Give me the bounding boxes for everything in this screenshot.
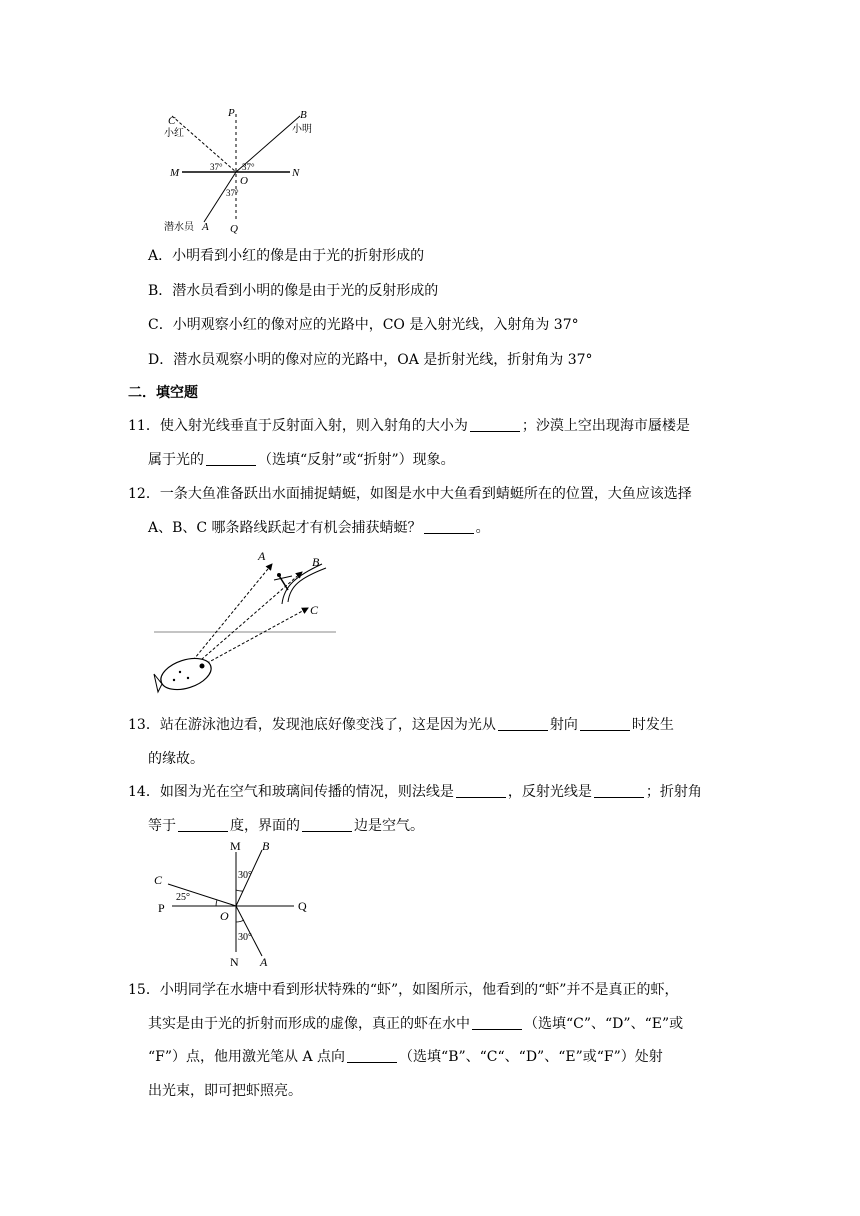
dragonfly-trail-2: [282, 564, 322, 604]
q13-text-b: 射向: [549, 717, 578, 733]
label-N: N: [230, 955, 239, 969]
q13-text-a: 13．站在游泳池边看，发现池底好像变浅了，这是因为光从: [128, 717, 496, 733]
ray-CO: [172, 116, 236, 172]
q11-text-a: 11．使入射光线垂直于反射面入射，则入射角的大小为: [128, 418, 468, 434]
angle-arc-top: [236, 890, 243, 891]
label-angle-left: 37°: [210, 162, 223, 172]
answer-blank: [580, 716, 630, 731]
label-A: A: [260, 955, 268, 969]
path-A: [190, 564, 272, 664]
label-O: O: [220, 909, 229, 923]
answer-blank: [178, 817, 228, 832]
q11-text-c: 属于光的: [148, 452, 204, 468]
q13-text-c: 时发生: [631, 717, 674, 733]
section-title: 二．填空题: [128, 385, 198, 401]
label-M: M: [230, 839, 241, 853]
dragonfly-trail: [288, 568, 326, 602]
label-angle-top: 30°: [238, 870, 252, 881]
q12-line1: 12．一条大鱼准备跃出水面捕捉蜻蜓，如图是水中大鱼看到蜻蜓所在的位置，大鱼应该选择: [128, 486, 692, 502]
q14-text-d: 等于: [148, 818, 176, 834]
q15-text-c: “F”）点，他用激光笔从 A 点向: [148, 1049, 346, 1065]
q13-line2: 的缘故。: [148, 751, 204, 767]
label-B: B: [312, 555, 320, 569]
refraction-diagram-q14: [148, 838, 328, 972]
label-P: P: [228, 107, 235, 119]
label-O: O: [240, 175, 248, 187]
option-d: D．潜水员观察小明的像对应的光路中，OA 是折射光线，折射角为 37°: [148, 352, 593, 368]
angle-arc-bottom: [236, 920, 244, 922]
label-B: B: [262, 839, 270, 853]
answer-blank: [594, 783, 644, 798]
answer-blank: [347, 1048, 397, 1063]
label-xiaohong: 小红: [164, 128, 184, 139]
answer-blank: [498, 716, 548, 731]
option-c: C．小明观察小红的像对应的光路中，CO 是入射光线，入射角为 37°: [148, 317, 579, 333]
label-M: M: [170, 167, 180, 179]
label-A: A: [258, 549, 266, 563]
option-b: B．潜水员看到小明的像是由于光的反射形成的: [148, 283, 439, 299]
label-diver: 潜水员: [164, 222, 194, 233]
q11-text-b: ；沙漠上空出现海市蜃楼是: [521, 418, 690, 434]
ray-OA: [236, 906, 262, 956]
label-A: A: [202, 221, 209, 233]
fish: [154, 653, 215, 696]
label-Q: Q: [298, 899, 307, 913]
label-xiaoming: 小明: [292, 124, 312, 135]
q14-text-b: ，反射光线是: [507, 784, 592, 800]
q15-line4: 出光束，即可把虾照亮。: [148, 1083, 302, 1099]
q15-text-b: （选填“C”、“D”、“E”或: [524, 1016, 684, 1032]
q15-text-d: （选填“B”、“C“、“D”、“E”或“F”）处射: [399, 1049, 663, 1065]
label-P: P: [158, 901, 165, 915]
q11-line1: [128, 416, 690, 436]
angle-arc-left: [216, 900, 217, 906]
q14-text-e: 度，界面的: [230, 818, 300, 834]
q14-text-f: 边是空气。: [354, 818, 424, 834]
q12-text-a: A、B、C 哪条路线跃起才有机会捕获蜻蜓？: [148, 520, 422, 536]
q11-line2: [148, 450, 455, 470]
q11-text-d: （选填“反射”或“折射”）现象。: [258, 452, 455, 468]
label-C: C: [310, 603, 319, 617]
answer-blank: [470, 417, 520, 432]
label-B: B: [300, 109, 307, 121]
light-path-diagram-q10: [160, 104, 360, 238]
answer-blank: [456, 783, 506, 798]
q14-line1: [128, 782, 702, 802]
q15-line3: [148, 1047, 663, 1067]
label-angle-left: 25°: [176, 892, 190, 903]
q15-line1: 15．小明同学在水塘中看到形状特殊的“虾”，如图所示，他看到的“虾”并不是真正的虾，: [128, 982, 679, 998]
option-a: A．小明看到小红的像是由于光的折射形成的: [148, 248, 425, 264]
label-angle-right: 37°: [242, 162, 255, 172]
q15-text-a: 其实是由于光的折射而形成的虚像，真正的虾在水中: [148, 1016, 470, 1032]
answer-blank: [472, 1015, 522, 1030]
q14-line2: [148, 816, 424, 836]
label-C: C: [154, 873, 163, 887]
answer-blank: [424, 519, 474, 534]
answer-blank: [302, 817, 352, 832]
answer-blank: [206, 451, 256, 466]
label-Q: Q: [230, 223, 238, 235]
label-angle-bottom: 30°: [238, 932, 252, 943]
path-C: [198, 608, 308, 668]
q14-text-c: ；折射角: [645, 784, 702, 800]
label-C: C: [168, 115, 176, 127]
q15-line2: [148, 1014, 683, 1034]
label-angle-below: 37°: [226, 188, 239, 198]
fish-dragonfly-diagram: [150, 546, 340, 696]
dragonfly: [274, 573, 292, 590]
q13-line1: [128, 715, 674, 735]
q12-line2: [148, 518, 490, 538]
q12-text-b: 。: [475, 520, 490, 536]
q14-text-a: 14．如图为光在空气和玻璃间传播的情况，则法线是: [128, 784, 454, 800]
label-N: N: [292, 167, 300, 179]
